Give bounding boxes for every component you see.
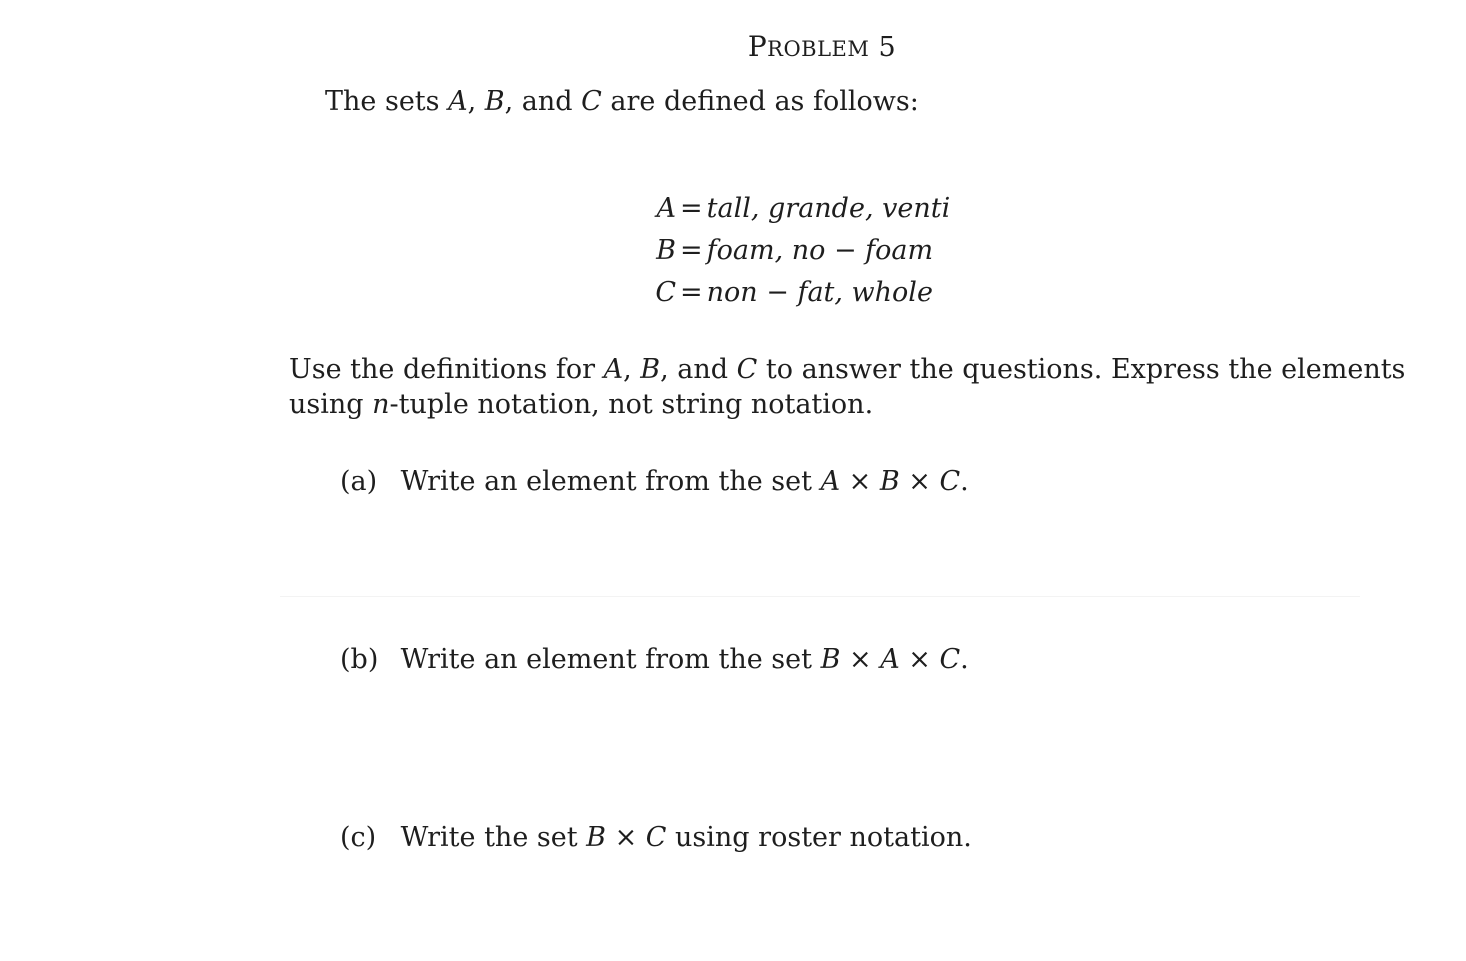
title-rest: ROBLEM	[767, 37, 870, 61]
instr-var-a: A	[603, 354, 624, 385]
question-text: Write the set	[400, 822, 587, 853]
equation-lhs: B	[656, 235, 676, 266]
intro-prefix: The sets	[325, 86, 449, 117]
instr-sep2: , and	[660, 354, 737, 385]
question-label: (b)	[340, 644, 379, 675]
question-math: B × A × C	[820, 644, 961, 675]
instr-var-c: C	[736, 354, 758, 385]
instr2-prefix: using	[289, 389, 373, 420]
instructions-line-1	[289, 354, 1405, 385]
equation-rhs: tall, grande, venti	[706, 193, 951, 224]
intro-var-c: C	[581, 86, 602, 117]
question-math: A × B × C	[820, 466, 961, 497]
equation-lhs: A	[656, 193, 676, 224]
instr2-var-n: n	[372, 389, 390, 420]
equation-lhs: C	[655, 277, 676, 308]
instr-suffix: to answer the questions. Express the elements	[757, 354, 1406, 385]
equation-op: =	[680, 235, 703, 266]
question-a	[340, 466, 969, 497]
equation-rhs: foam, no − foam	[706, 235, 934, 266]
equation-op: =	[680, 277, 703, 308]
title-first-letter: P	[747, 30, 768, 63]
intro-suffix: are defined as follows:	[601, 86, 919, 117]
title-number: 5	[878, 32, 897, 63]
instr-var-b: B	[640, 354, 661, 385]
intro-var-a: A	[448, 86, 468, 117]
equation-rhs: non − fat, whole	[706, 277, 933, 308]
question-math: B × C	[586, 822, 667, 853]
faint-divider	[280, 596, 1360, 597]
intro-var-b: B	[484, 86, 505, 117]
instr2-suffix: -tuple notation, not string notation.	[389, 389, 874, 420]
question-label: (c)	[340, 822, 377, 853]
instructions-line-2	[289, 389, 873, 420]
question-end: using roster notation.	[666, 822, 972, 853]
question-end: .	[960, 466, 969, 497]
question-b	[340, 644, 969, 675]
instr-sep1: ,	[623, 354, 641, 385]
intro-sentence	[325, 86, 919, 117]
equation-b	[618, 235, 933, 266]
question-end: .	[960, 644, 969, 675]
equation-op: =	[680, 193, 703, 224]
instr-prefix: Use the definitions for	[289, 354, 604, 385]
equation-c	[618, 277, 933, 308]
problem-title	[0, 30, 1466, 63]
equation-a	[618, 193, 950, 224]
intro-sep2: , and	[504, 86, 582, 117]
question-text: Write an element from the set	[400, 644, 821, 675]
question-label: (a)	[340, 466, 378, 497]
question-c	[340, 822, 972, 853]
intro-sep1: ,	[467, 86, 485, 117]
question-text: Write an element from the set	[400, 466, 821, 497]
